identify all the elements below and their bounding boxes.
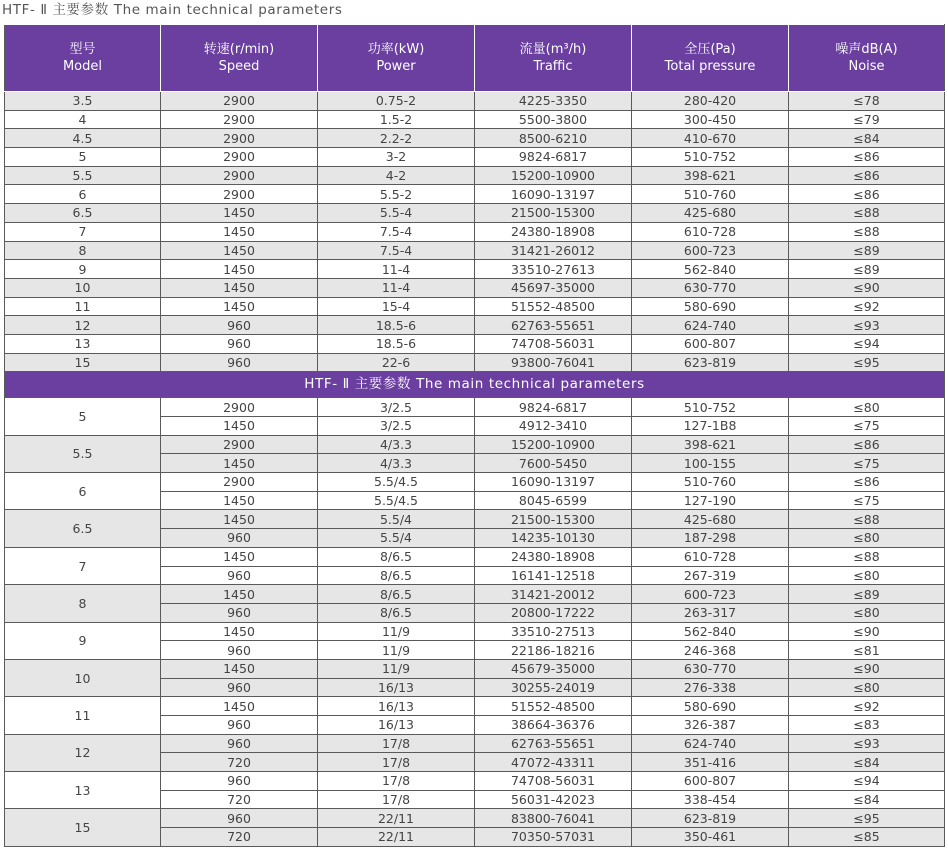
cell-noise: ≤84	[789, 129, 945, 148]
table-row	[5, 204, 945, 223]
cell-pressure: 510-752	[632, 398, 789, 417]
cell-traffic: 8500-6210	[475, 129, 632, 148]
cell-traffic: 21500-15300	[475, 510, 632, 529]
cell-model: 5	[5, 148, 161, 167]
parameters-table	[4, 24, 945, 847]
cell-noise: ≤80	[789, 566, 945, 585]
cell-speed: 2900	[161, 92, 318, 111]
cell-pressure: 600-807	[632, 772, 789, 791]
cell-traffic: 16141-12518	[475, 566, 632, 585]
table-row	[5, 260, 945, 279]
cell-noise: ≤84	[789, 790, 945, 809]
cell-noise: ≤79	[789, 110, 945, 129]
cell-noise: ≤95	[789, 353, 945, 372]
cell-noise: ≤89	[789, 241, 945, 260]
cell-power: 8/6.5	[318, 585, 475, 604]
cell-speed: 1450	[161, 222, 318, 241]
cell-pressure: 580-690	[632, 697, 789, 716]
cell-noise: ≤86	[789, 166, 945, 185]
section-title: HTF- Ⅱ 主要参数 The main technical parameters	[5, 372, 945, 398]
table-row	[5, 166, 945, 185]
cell-speed: 1450	[161, 260, 318, 279]
cell-traffic: 8045-6599	[475, 491, 632, 510]
cell-traffic: 4912-3410	[475, 417, 632, 436]
cell-noise: ≤88	[789, 547, 945, 566]
cell-model: 6	[5, 185, 161, 204]
cell-speed: 960	[161, 334, 318, 353]
table-row	[5, 110, 945, 129]
cell-traffic: 45697-35000	[475, 278, 632, 297]
cell-traffic: 51552-48500	[475, 297, 632, 316]
table1-body	[5, 92, 945, 372]
cell-power: 4-2	[318, 166, 475, 185]
table-row	[5, 353, 945, 372]
cell-pressure: 623-819	[632, 809, 789, 828]
cell-pressure: 326-387	[632, 716, 789, 735]
cell-power: 11/9	[318, 622, 475, 641]
cell-power: 17/8	[318, 790, 475, 809]
cell-traffic: 15200-10900	[475, 166, 632, 185]
cell-power: 3/2.5	[318, 398, 475, 417]
cell-power: 16/13	[318, 697, 475, 716]
cell-pressure: 187-298	[632, 529, 789, 548]
cell-speed: 2900	[161, 148, 318, 167]
table-row	[5, 809, 945, 828]
cell-pressure: 610-728	[632, 222, 789, 241]
cell-power: 5.5/4	[318, 510, 475, 529]
table-row	[5, 510, 945, 529]
table-row	[5, 473, 945, 492]
cell-pressure: 425-680	[632, 510, 789, 529]
cell-noise: ≤92	[789, 697, 945, 716]
cell-power: 22/11	[318, 809, 475, 828]
cell-pressure: 280-420	[632, 92, 789, 111]
cell-speed: 960	[161, 716, 318, 735]
table-row	[5, 697, 945, 716]
cell-model: 9	[5, 260, 161, 279]
cell-speed: 2900	[161, 185, 318, 204]
cell-noise: ≤75	[789, 491, 945, 510]
cell-pressure: 600-723	[632, 585, 789, 604]
cell-traffic: 70350-57031	[475, 828, 632, 847]
cell-pressure: 510-752	[632, 148, 789, 167]
cell-speed: 960	[161, 603, 318, 622]
cell-speed: 960	[161, 772, 318, 791]
cell-traffic: 74708-56031	[475, 334, 632, 353]
cell-noise: ≤80	[789, 398, 945, 417]
cell-model: 11	[5, 697, 161, 734]
cell-noise: ≤85	[789, 828, 945, 847]
cell-noise: ≤83	[789, 716, 945, 735]
cell-traffic: 83800-76041	[475, 809, 632, 828]
cell-noise: ≤78	[789, 92, 945, 111]
cell-power: 16/13	[318, 716, 475, 735]
cell-traffic: 24380-18908	[475, 547, 632, 566]
cell-pressure: 610-728	[632, 547, 789, 566]
table-row	[5, 92, 945, 111]
cell-speed: 1450	[161, 241, 318, 260]
table-row	[5, 129, 945, 148]
cell-power: 17/8	[318, 753, 475, 772]
table-row	[5, 297, 945, 316]
cell-model: 7	[5, 547, 161, 584]
table-row	[5, 398, 945, 417]
cell-power: 1.5-2	[318, 110, 475, 129]
cell-power: 3/2.5	[318, 417, 475, 436]
cell-speed: 1450	[161, 697, 318, 716]
header-noise: 噪声dB(A) Noise	[789, 25, 945, 92]
cell-pressure: 338-454	[632, 790, 789, 809]
cell-traffic: 24380-18908	[475, 222, 632, 241]
cell-pressure: 398-621	[632, 435, 789, 454]
cell-traffic: 45679-35000	[475, 659, 632, 678]
cell-speed: 960	[161, 353, 318, 372]
cell-traffic: 4225-3350	[475, 92, 632, 111]
cell-speed: 1450	[161, 659, 318, 678]
cell-speed: 2900	[161, 110, 318, 129]
cell-noise: ≤89	[789, 260, 945, 279]
cell-speed: 960	[161, 809, 318, 828]
table-row	[5, 185, 945, 204]
cell-noise: ≤88	[789, 510, 945, 529]
cell-traffic: 7600-5450	[475, 454, 632, 473]
table-row	[5, 659, 945, 678]
cell-traffic: 47072-43311	[475, 753, 632, 772]
cell-traffic: 51552-48500	[475, 697, 632, 716]
cell-pressure: 425-680	[632, 204, 789, 223]
cell-model: 4	[5, 110, 161, 129]
cell-power: 5.5/4.5	[318, 491, 475, 510]
table-row	[5, 334, 945, 353]
cell-noise: ≤86	[789, 435, 945, 454]
cell-noise: ≤88	[789, 204, 945, 223]
cell-power: 11/9	[318, 659, 475, 678]
cell-power: 2.2-2	[318, 129, 475, 148]
cell-traffic: 5500-3800	[475, 110, 632, 129]
cell-noise: ≤80	[789, 678, 945, 697]
cell-model: 15	[5, 353, 161, 372]
cell-power: 11-4	[318, 260, 475, 279]
cell-traffic: 31421-20012	[475, 585, 632, 604]
cell-noise: ≤81	[789, 641, 945, 660]
table-row	[5, 622, 945, 641]
cell-power: 8/6.5	[318, 547, 475, 566]
cell-model: 7	[5, 222, 161, 241]
cell-model: 5.5	[5, 435, 161, 472]
cell-speed: 960	[161, 641, 318, 660]
cell-power: 22/11	[318, 828, 475, 847]
cell-noise: ≤92	[789, 297, 945, 316]
cell-pressure: 300-450	[632, 110, 789, 129]
cell-power: 18.5-6	[318, 334, 475, 353]
cell-noise: ≤86	[789, 148, 945, 167]
cell-pressure: 510-760	[632, 185, 789, 204]
cell-speed: 1450	[161, 278, 318, 297]
cell-pressure: 246-368	[632, 641, 789, 660]
cell-power: 4/3.3	[318, 435, 475, 454]
cell-model: 8	[5, 585, 161, 622]
cell-model: 9	[5, 622, 161, 659]
cell-pressure: 600-723	[632, 241, 789, 260]
cell-speed: 960	[161, 678, 318, 697]
cell-pressure: 562-840	[632, 260, 789, 279]
cell-power: 16/13	[318, 678, 475, 697]
cell-model: 6	[5, 473, 161, 510]
cell-noise: ≤86	[789, 185, 945, 204]
cell-pressure: 630-770	[632, 659, 789, 678]
page-title: HTF- Ⅱ 主要参数 The main technical parameters	[2, 2, 343, 18]
cell-pressure: 127-190	[632, 491, 789, 510]
section-title-row	[5, 372, 945, 398]
cell-traffic: 15200-10900	[475, 435, 632, 454]
cell-traffic: 33510-27613	[475, 260, 632, 279]
cell-traffic: 56031-42023	[475, 790, 632, 809]
cell-pressure: 624-740	[632, 734, 789, 753]
cell-power: 0.75-2	[318, 92, 475, 111]
table-row	[5, 222, 945, 241]
cell-power: 5.5-2	[318, 185, 475, 204]
cell-noise: ≤84	[789, 753, 945, 772]
cell-speed: 2900	[161, 435, 318, 454]
cell-noise: ≤75	[789, 417, 945, 436]
cell-power: 3-2	[318, 148, 475, 167]
cell-noise: ≤94	[789, 772, 945, 791]
cell-model: 13	[5, 334, 161, 353]
cell-pressure: 267-319	[632, 566, 789, 585]
table-row	[5, 734, 945, 753]
cell-speed: 2900	[161, 166, 318, 185]
cell-noise: ≤80	[789, 603, 945, 622]
cell-pressure: 398-621	[632, 166, 789, 185]
cell-traffic: 9824-6817	[475, 148, 632, 167]
cell-speed: 720	[161, 790, 318, 809]
cell-speed: 1450	[161, 547, 318, 566]
cell-speed: 960	[161, 566, 318, 585]
cell-power: 4/3.3	[318, 454, 475, 473]
cell-power: 11-4	[318, 278, 475, 297]
cell-model: 11	[5, 297, 161, 316]
cell-noise: ≤93	[789, 734, 945, 753]
cell-traffic: 74708-56031	[475, 772, 632, 791]
cell-noise: ≤88	[789, 222, 945, 241]
cell-pressure: 351-416	[632, 753, 789, 772]
cell-pressure: 276-338	[632, 678, 789, 697]
cell-speed: 960	[161, 734, 318, 753]
header-speed: 转速(r/min) Speed	[161, 25, 318, 92]
cell-traffic: 22186-18216	[475, 641, 632, 660]
cell-power: 18.5-6	[318, 316, 475, 335]
cell-traffic: 30255-24019	[475, 678, 632, 697]
table-row	[5, 316, 945, 335]
cell-model: 5.5	[5, 166, 161, 185]
cell-speed: 1450	[161, 491, 318, 510]
cell-pressure: 350-461	[632, 828, 789, 847]
cell-traffic: 16090-13197	[475, 185, 632, 204]
cell-model: 12	[5, 316, 161, 335]
cell-power: 11/9	[318, 641, 475, 660]
cell-traffic: 21500-15300	[475, 204, 632, 223]
cell-traffic: 93800-76041	[475, 353, 632, 372]
cell-power: 5.5/4	[318, 529, 475, 548]
cell-speed: 1450	[161, 417, 318, 436]
cell-speed: 1450	[161, 585, 318, 604]
table-row	[5, 278, 945, 297]
table-row	[5, 547, 945, 566]
cell-noise: ≤80	[789, 529, 945, 548]
cell-pressure: 580-690	[632, 297, 789, 316]
cell-noise: ≤75	[789, 454, 945, 473]
cell-pressure: 562-840	[632, 622, 789, 641]
cell-noise: ≤90	[789, 659, 945, 678]
header-total-pressure: 全压(Pa) Total pressure	[632, 25, 789, 92]
cell-speed: 720	[161, 753, 318, 772]
cell-power: 15-4	[318, 297, 475, 316]
cell-noise: ≤89	[789, 585, 945, 604]
cell-noise: ≤90	[789, 622, 945, 641]
cell-traffic: 9824-6817	[475, 398, 632, 417]
cell-power: 7.5-4	[318, 241, 475, 260]
cell-noise: ≤95	[789, 809, 945, 828]
cell-power: 8/6.5	[318, 566, 475, 585]
cell-model: 6.5	[5, 510, 161, 547]
cell-pressure: 410-670	[632, 129, 789, 148]
cell-model: 3.5	[5, 92, 161, 111]
cell-pressure: 263-317	[632, 603, 789, 622]
table-row	[5, 241, 945, 260]
cell-pressure: 100-155	[632, 454, 789, 473]
table-row	[5, 585, 945, 604]
cell-noise: ≤93	[789, 316, 945, 335]
cell-speed: 2900	[161, 398, 318, 417]
cell-traffic: 16090-13197	[475, 473, 632, 492]
cell-traffic: 38664-36376	[475, 716, 632, 735]
table2-body	[5, 398, 945, 847]
cell-noise: ≤86	[789, 473, 945, 492]
cell-power: 5.5-4	[318, 204, 475, 223]
cell-model: 10	[5, 278, 161, 297]
cell-speed: 1450	[161, 454, 318, 473]
cell-speed: 1450	[161, 510, 318, 529]
cell-model: 6.5	[5, 204, 161, 223]
cell-model: 15	[5, 809, 161, 846]
header-row	[5, 25, 945, 92]
cell-model: 4.5	[5, 129, 161, 148]
cell-noise: ≤94	[789, 334, 945, 353]
cell-traffic: 20800-17222	[475, 603, 632, 622]
cell-pressure: 600-807	[632, 334, 789, 353]
cell-power: 22-6	[318, 353, 475, 372]
cell-speed: 960	[161, 316, 318, 335]
cell-pressure: 127-1B8	[632, 417, 789, 436]
cell-model: 5	[5, 398, 161, 435]
cell-model: 10	[5, 659, 161, 696]
cell-model: 13	[5, 772, 161, 809]
cell-power: 17/8	[318, 772, 475, 791]
cell-power: 5.5/4.5	[318, 473, 475, 492]
cell-pressure: 624-740	[632, 316, 789, 335]
cell-traffic: 62763-55651	[475, 316, 632, 335]
header-model: 型号 Model	[5, 25, 161, 92]
cell-speed: 1450	[161, 204, 318, 223]
cell-power: 8/6.5	[318, 603, 475, 622]
cell-speed: 960	[161, 529, 318, 548]
cell-model: 8	[5, 241, 161, 260]
table-row	[5, 148, 945, 167]
cell-traffic: 14235-10130	[475, 529, 632, 548]
cell-model: 12	[5, 734, 161, 771]
cell-speed: 1450	[161, 622, 318, 641]
header-traffic: 流量(m³/h) Traffic	[475, 25, 632, 92]
cell-speed: 2900	[161, 129, 318, 148]
cell-pressure: 510-760	[632, 473, 789, 492]
cell-noise: ≤90	[789, 278, 945, 297]
table-row	[5, 435, 945, 454]
cell-power: 7.5-4	[318, 222, 475, 241]
cell-speed: 1450	[161, 297, 318, 316]
cell-pressure: 630-770	[632, 278, 789, 297]
cell-traffic: 33510-27513	[475, 622, 632, 641]
cell-power: 17/8	[318, 734, 475, 753]
cell-speed: 720	[161, 828, 318, 847]
table-row	[5, 772, 945, 791]
cell-traffic: 31421-26012	[475, 241, 632, 260]
cell-speed: 2900	[161, 473, 318, 492]
header-power: 功率(kW) Power	[318, 25, 475, 92]
cell-pressure: 623-819	[632, 353, 789, 372]
cell-traffic: 62763-55651	[475, 734, 632, 753]
